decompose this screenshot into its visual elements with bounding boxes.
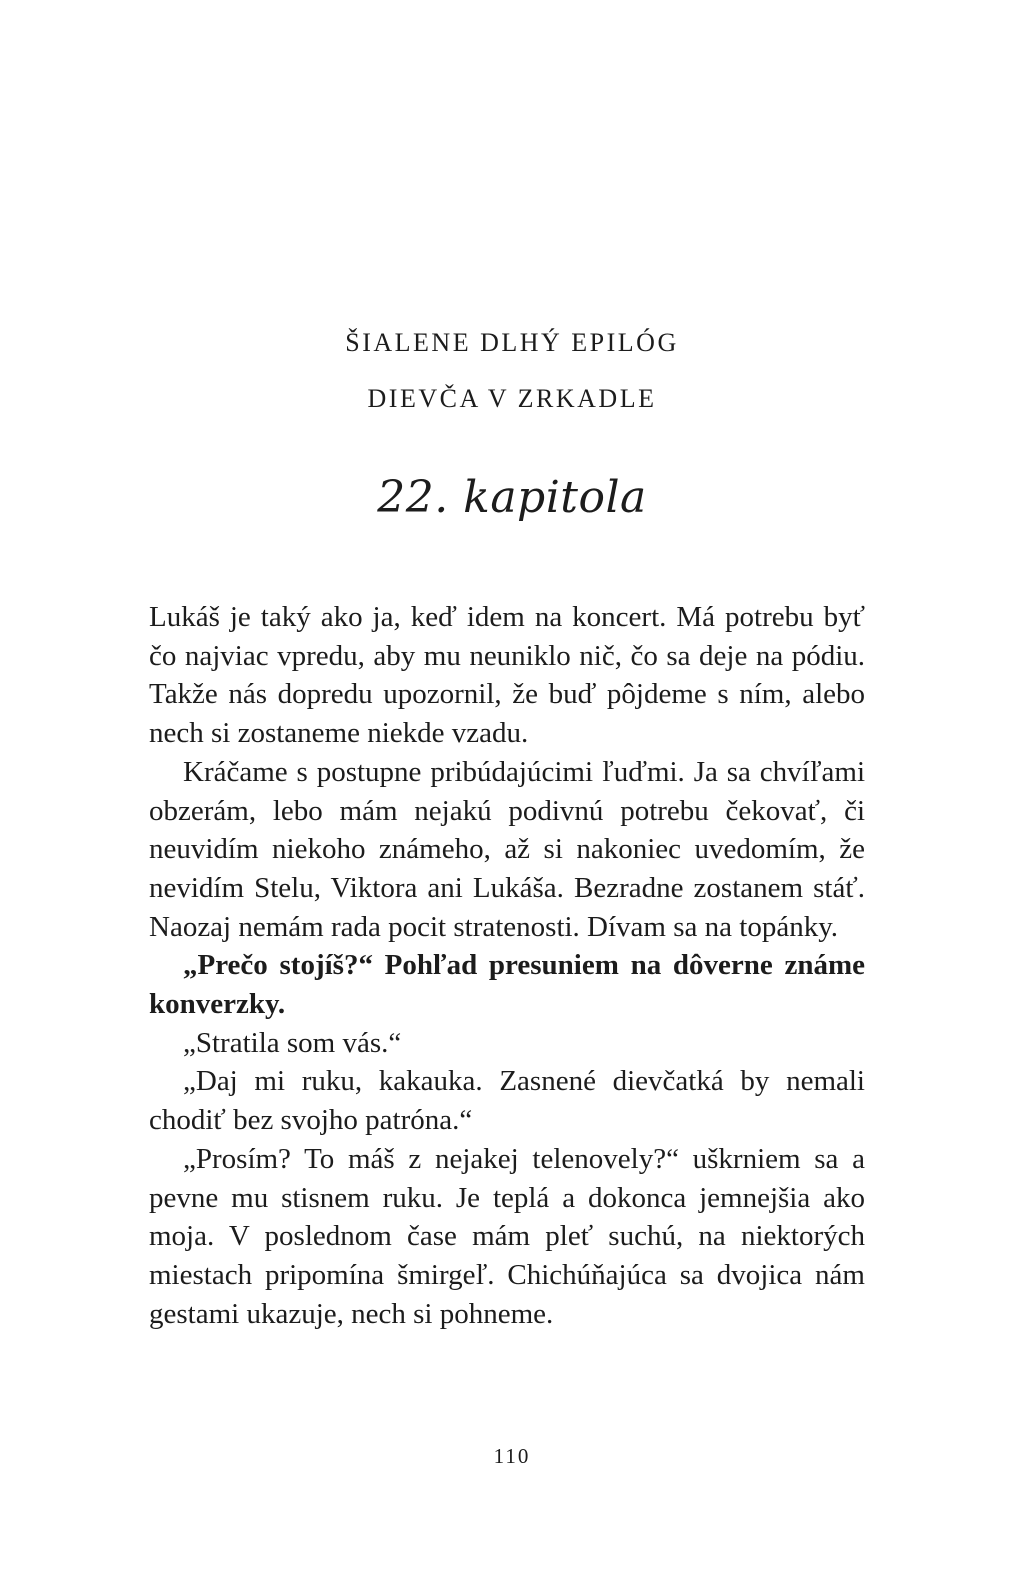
paragraph: „Daj mi ruku, kakauka. Zasnené dievčatká by nemali chodiť bez svojho patróna.“ bbox=[149, 1065, 865, 1137]
part-title: ŠIALENE DLHÝ EPILÓG bbox=[345, 328, 679, 357]
paragraph: Lukáš je taký ako ja, keď idem na koncert. Má potrebu byť čo najviac vpredu, aby mu neuniklo nič, čo sa deje na pódiu. Takže nás dopredu upozornil, že buď pôjdeme s ním, alebo nech si zostaneme niekde vzadu. bbox=[149, 601, 865, 750]
paragraph: Kráčame s postupne pribúdajúcimi ľuďmi. Ja sa chvíľami obzerám, lebo mám nejakú podivnú potrebu čekovať, či neuvidím niekoho známeho, až si nakoniec uvedomím, že nevidím Stelu, Viktora ani Lukáša. Bezradne zostanem stáť. Naozaj nemám rada pocit stratenosti. Dívam sa na topánky. bbox=[149, 755, 865, 943]
paragraph: „Prečo stojíš?“ Pohľad presuniem na dôverne známe konverzky. bbox=[149, 949, 865, 1021]
chapter-title: 22. kapitola bbox=[377, 472, 647, 523]
paragraph: „Prosím? To máš z nejakej telenovely?“ uškrniem sa a pevne mu stisnem ruku. Je teplá a dokonca jemnejšia ako moja. V poslednom čase mám pleť suchú, na niektorých miestach pripomína šmirgeľ. Chichúňajúca sa dvojica nám gestami ukazuje, nech si pohneme. bbox=[149, 1142, 865, 1330]
paragraph: „Stratila som vás.“ bbox=[183, 1026, 402, 1059]
part-subtitle: DIEVČA V ZRKADLE bbox=[367, 384, 657, 413]
chapter-body bbox=[149, 598, 865, 1333]
page-number: 110 bbox=[493, 1444, 531, 1468]
